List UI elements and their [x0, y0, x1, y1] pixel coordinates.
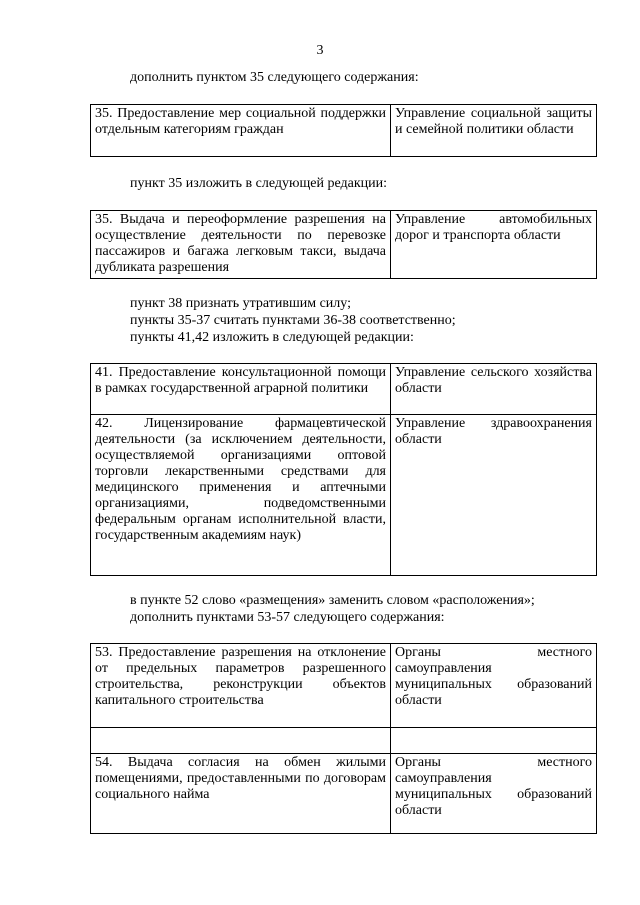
- table-cell-service: 53. Предоставление разрешения на отклонение от предельных параметров разрешенного строительства, реконструкции объектов капитального строительства: [91, 644, 391, 728]
- table-item-35-restated: [90, 210, 597, 279]
- table-cell-authority: Управление автомобильных дорог и транспорта области: [391, 211, 597, 279]
- table-cell-authority: Управление сельского хозяйства области: [391, 364, 597, 415]
- table-cell-service: 35. Предоставление мер социальной поддержки отдельным категориям граждан: [91, 105, 391, 157]
- table-row: [91, 644, 597, 728]
- table-cell-service: 35. Выдача и переоформление разрешения на осуществление деятельности по перевозке пассажиров и багажа легковым такси, выдача дубликата разрешения: [91, 211, 391, 279]
- paragraph-add-item-35: дополнить пунктом 35 следующего содержания:: [130, 70, 419, 85]
- paragraph-replace-word-item-52: в пункте 52 слово «размещения» заменить словом «расположения»;: [130, 593, 535, 608]
- paragraph-restate-items-41-42: пункты 41,42 изложить в следующей редакции:: [130, 330, 414, 345]
- page-number: 3: [316, 43, 324, 58]
- paragraph-add-items-53-57: дополнить пунктами 53-57 следующего содержания:: [130, 610, 445, 625]
- table-item-35-new: [90, 104, 597, 157]
- table-cell-empty: [391, 728, 597, 754]
- table-cell-empty: [91, 728, 391, 754]
- table-cell-service: 42. Лицензирование фармацевтической деятельности (за исключением деятельности, осуществляемой организациями оптовой торговли лекарственными средствами для медицинского применения и аптечными организациями, подведомственными федеральным органам исполнительной власти, государственным академиям наук): [91, 415, 391, 576]
- table-row-spacer: [91, 728, 597, 754]
- table-row: [91, 211, 597, 279]
- table-cell-authority: Органы местного самоуправления муниципальных образований области: [391, 644, 597, 728]
- table-row: [91, 364, 597, 415]
- paragraph-renumber-items: пункты 35-37 считать пунктами 36-38 соответственно;: [130, 313, 456, 328]
- table-cell-service: 54. Выдача согласия на обмен жилыми помещениями, предоставленными по договорам социального найма: [91, 754, 391, 834]
- table-items-41-42: [90, 363, 597, 576]
- table-cell-authority: Управление здравоохранения области: [391, 415, 597, 576]
- table-cell-authority: Органы местного самоуправления муниципальных образований области: [391, 754, 597, 834]
- paragraph-restate-item-35: пункт 35 изложить в следующей редакции:: [130, 176, 387, 191]
- paragraph-repeal-item-38: пункт 38 признать утратившим силу;: [130, 296, 351, 311]
- table-row: [91, 415, 597, 576]
- table-items-53-54: [90, 643, 597, 834]
- table-cell-service: 41. Предоставление консультационной помощи в рамках государственной аграрной политики: [91, 364, 391, 415]
- table-cell-authority: Управление социальной защиты и семейной политики области: [391, 105, 597, 157]
- table-row: [91, 754, 597, 834]
- table-row: [91, 105, 597, 157]
